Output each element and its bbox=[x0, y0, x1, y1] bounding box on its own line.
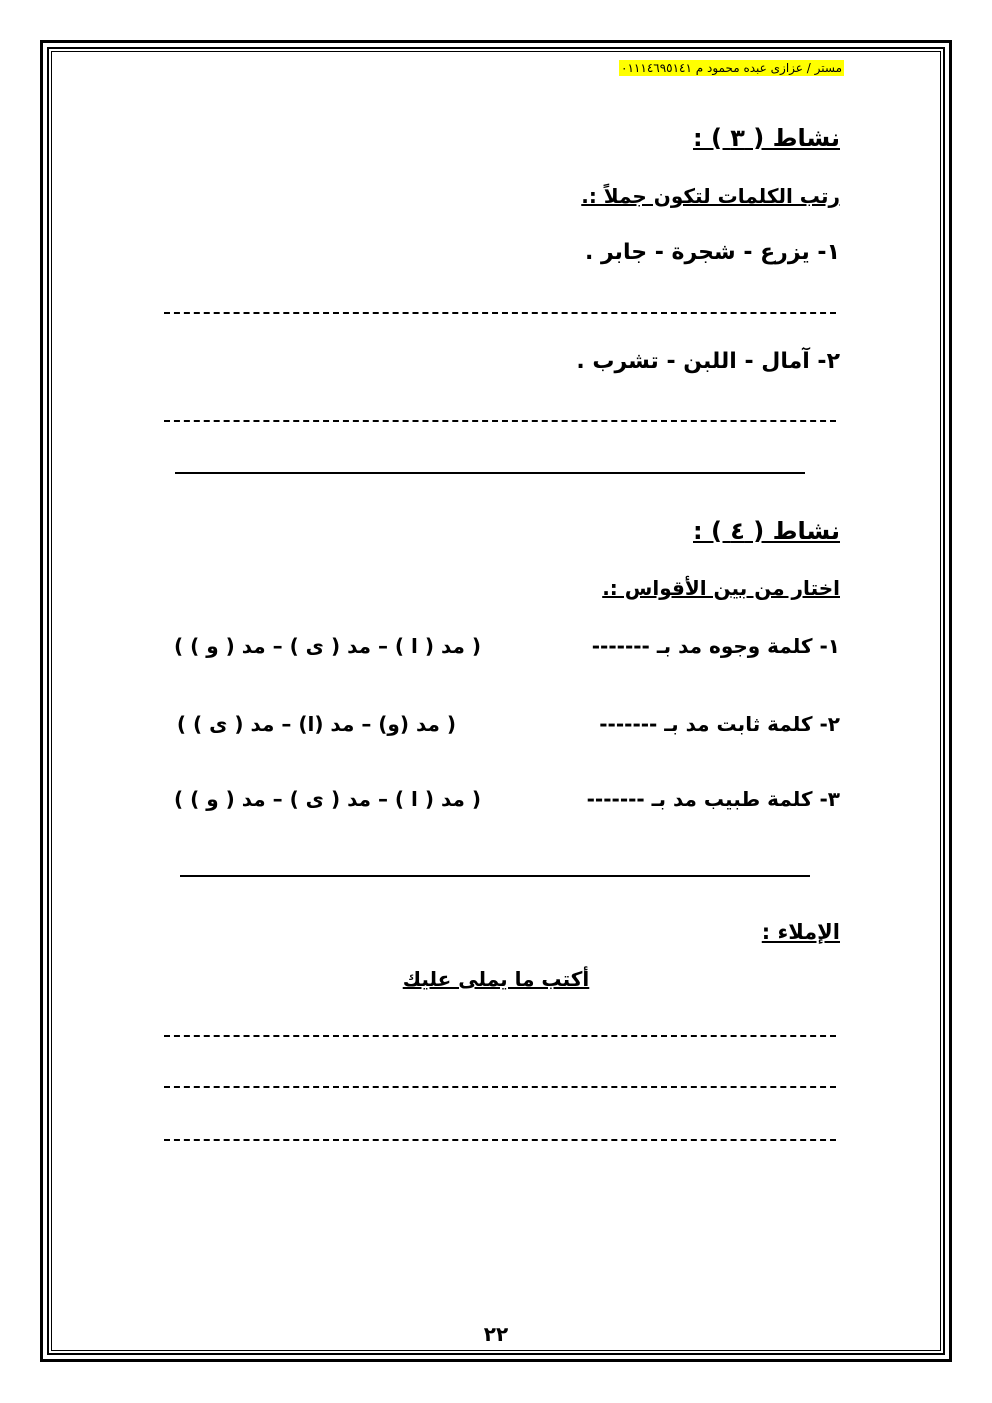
activity4-item-2-question: ٢- كلمة ثابت مد بـ ------- bbox=[599, 712, 840, 736]
dictation-line-1[interactable] bbox=[164, 1035, 836, 1037]
section-divider-1 bbox=[175, 472, 805, 474]
teacher-header: مستر / عزازى عبده محمود م ٠١١١٤٦٩٥١٤١ bbox=[621, 61, 842, 75]
dictation-line-3[interactable] bbox=[164, 1139, 836, 1141]
answer-line-2[interactable] bbox=[164, 420, 836, 422]
activity4-item-2-choices: ( مد (و) – مد (ا) – مد ( ى ) ) bbox=[176, 712, 456, 736]
dictation-title: الإملاء : bbox=[761, 920, 840, 944]
activity4-item-1 bbox=[592, 634, 840, 658]
activity4-item-1-question: ١- كلمة وجوه مد بـ ------- bbox=[591, 634, 840, 658]
activity3-item-2: ٢- آمال - اللبن - تشرب . bbox=[576, 349, 840, 374]
activity4-item-1-choices: ( مد ( ا ) – مد ( ى ) – مد ( و ) ) bbox=[174, 634, 481, 658]
answer-line-1[interactable] bbox=[164, 312, 836, 314]
page-number: ٢٢ bbox=[483, 1322, 509, 1346]
activity4-item-3-choices: ( مد ( ا ) – مد ( ى ) – مد ( و ) ) bbox=[174, 787, 481, 811]
activity4-title: نشاط ( ٤ ) : bbox=[693, 517, 840, 545]
activity4-item-2 bbox=[599, 712, 840, 736]
activity4-item-3 bbox=[587, 787, 840, 811]
activity4-instruction: اختار من بين الأقواس :. bbox=[602, 576, 840, 600]
activity4-item-3-question: ٣- كلمة طبيب مد بـ ------- bbox=[586, 787, 840, 811]
dictation-instruction: أكتب ما يملى عليك bbox=[402, 967, 590, 991]
activity3-title: نشاط ( ٣ ) : bbox=[693, 124, 840, 152]
dictation-line-2[interactable] bbox=[164, 1086, 836, 1088]
activity3-item-1: ١- يزرع - شجرة - جابر . bbox=[584, 240, 840, 265]
activity3-instruction: رتب الكلمات لتكون جملاً :. bbox=[581, 184, 840, 208]
section-divider-2 bbox=[180, 875, 810, 877]
